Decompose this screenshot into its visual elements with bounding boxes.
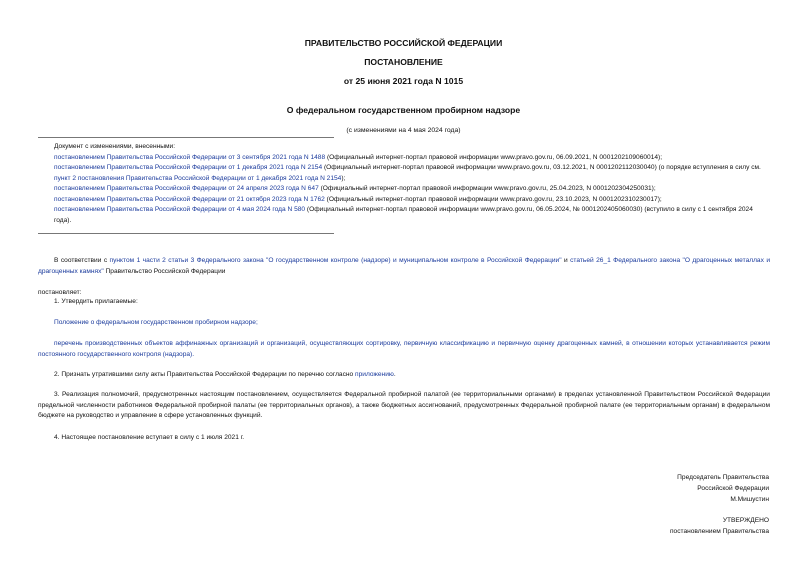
paragraph-1b-text bbox=[38, 339, 770, 360]
regulation-link[interactable]: Положение о федеральном государственном пробирном надзоре; bbox=[54, 319, 258, 326]
change-item bbox=[38, 184, 770, 195]
approved-label: УТВЕРЖДЕНО bbox=[722, 517, 769, 524]
paragraph-2-end: . bbox=[393, 371, 396, 378]
postanovlyaet-label: постановляет: bbox=[38, 289, 82, 296]
signature-position-2: Российской Федерации bbox=[697, 485, 769, 492]
paragraph-4: 4. Настоящее постановление вступает в силу с 1 июля 2021 г. bbox=[54, 434, 245, 441]
paragraph-1b bbox=[38, 339, 770, 360]
change-link[interactable]: постановлением Правительства Российской Федерации от 21 октября 2023 года N 1762 bbox=[54, 195, 325, 203]
preamble-text: Правительство Российской Федерации bbox=[103, 267, 226, 275]
government-heading: ПРАВИТЕЛЬСТВО РОССИЙСКОЙ ФЕДЕРАЦИИ bbox=[304, 38, 503, 48]
preamble-text: В соответствии с bbox=[54, 257, 110, 264]
approved-block bbox=[670, 515, 769, 537]
date-number-heading: от 25 июня 2021 года N 1015 bbox=[343, 76, 464, 86]
bottom-divider bbox=[38, 233, 334, 234]
document-title: О федеральном государственном пробирном надзоре bbox=[286, 105, 521, 115]
change-item bbox=[38, 153, 770, 164]
change-details: (Официальный интернет-портал правовой информации www.pravo.gov.ru, 06.09.2021, N 0001202109060014); bbox=[325, 153, 663, 161]
paragraph-3 bbox=[38, 390, 770, 422]
edition-note: (с изменениями на 4 мая 2024 года) bbox=[346, 127, 461, 134]
change-details: ); bbox=[341, 174, 346, 182]
law-link[interactable]: статьей 26_1 Федерального закона "О драгоценных металлах и драгоценных камнях" bbox=[38, 257, 771, 275]
preamble-paragraph bbox=[38, 256, 770, 277]
list-link[interactable]: перечень производственных объектов аффинажных организаций и организаций, осуществляющих сортировку, первичную классификацию и первичную оценку драгоценных камней, в отношении которых устанавливается режим постоянного государственного контроля (надзора). bbox=[38, 340, 770, 358]
change-item bbox=[38, 195, 770, 206]
preamble-text: и bbox=[561, 257, 571, 264]
change-link[interactable]: постановлением Правительства Российской Федерации от 24 апреля 2023 года N 647 bbox=[54, 185, 319, 192]
law-link[interactable]: пунктом 1 части 2 статьи 3 Федерального закона "О государственном контроле (надзоре) и муниципальном контроле в Российской Федерации" bbox=[109, 257, 562, 264]
paragraph-2 bbox=[38, 370, 770, 381]
preamble bbox=[38, 256, 770, 277]
change-item bbox=[38, 163, 770, 184]
change-link[interactable]: постановлением Правительства Российской Федерации от 3 сентября 2021 года N 1488 bbox=[54, 153, 326, 161]
change-link[interactable]: постановлением Правительства Российской Федерации от 1 декабря 2021 года N 2154 bbox=[54, 164, 323, 171]
changes-block bbox=[38, 142, 770, 226]
change-details: (Официальный интернет-портал правовой информации www.pravo.gov.ru, 23.10.2023, N 0001202310230017); bbox=[324, 195, 662, 203]
appendix-link[interactable]: приложению bbox=[355, 371, 394, 378]
paragraph-3-text: 3. Реализация полномочий, предусмотренных настоящим постановлением, осуществляется Федеральной пробирной палатой (ее территориальными органами) в пределах установленной Правительством Российской Федерации предельной численности работников Федеральной пробирной палаты (ее территориальных органов), а также бюджетных ассигнований, предусмотренных Федеральной пробирной палате (ее территориальным органам) в федеральном бюджете на руководство и управление в сфере установленных функций. bbox=[38, 391, 770, 419]
paragraph-1: 1. Утвердить прилагаемые: bbox=[54, 298, 138, 305]
approved-by: постановлением Правительства bbox=[669, 528, 769, 535]
doc-type-heading: ПОСТАНОВЛЕНИЕ bbox=[364, 57, 443, 67]
change-item bbox=[38, 205, 770, 226]
change-link[interactable]: пункт 2 постановления Правительства Российской Федерации от 1 декабря 2021 года N 2154 bbox=[54, 174, 342, 182]
change-details: (Официальный интернет-портал правовой информации www.pravo.gov.ru, 03.12.2021, N 0001202112030040) (о порядке вступления в силу см. bbox=[322, 164, 761, 171]
signature-position: Председатель Правительства bbox=[677, 474, 769, 481]
signature-name: М.Мишустин bbox=[730, 496, 769, 503]
paragraph-1a bbox=[38, 318, 770, 329]
change-link[interactable]: постановлением Правительства Российской Федерации от 4 мая 2024 года N 580 bbox=[54, 206, 306, 213]
change-details: (Официальный интернет-портал правовой информации www.pravo.gov.ru, 06.05.2024, № 0001202405060030) (вступило в силу с 1 сентября 2024 года). bbox=[54, 206, 753, 224]
paragraph-2-text: 2. Признать утратившими силу акты Правительства Российской Федерации по перечню согласно bbox=[54, 371, 356, 378]
signature-block bbox=[677, 472, 769, 505]
changes-intro: Документ с изменениями, внесенными: bbox=[54, 143, 176, 150]
change-details: (Официальный интернет-портал правовой информации www.pravo.gov.ru, 25.04.2023, N 0001202304250031); bbox=[318, 185, 656, 192]
top-divider bbox=[38, 137, 334, 138]
